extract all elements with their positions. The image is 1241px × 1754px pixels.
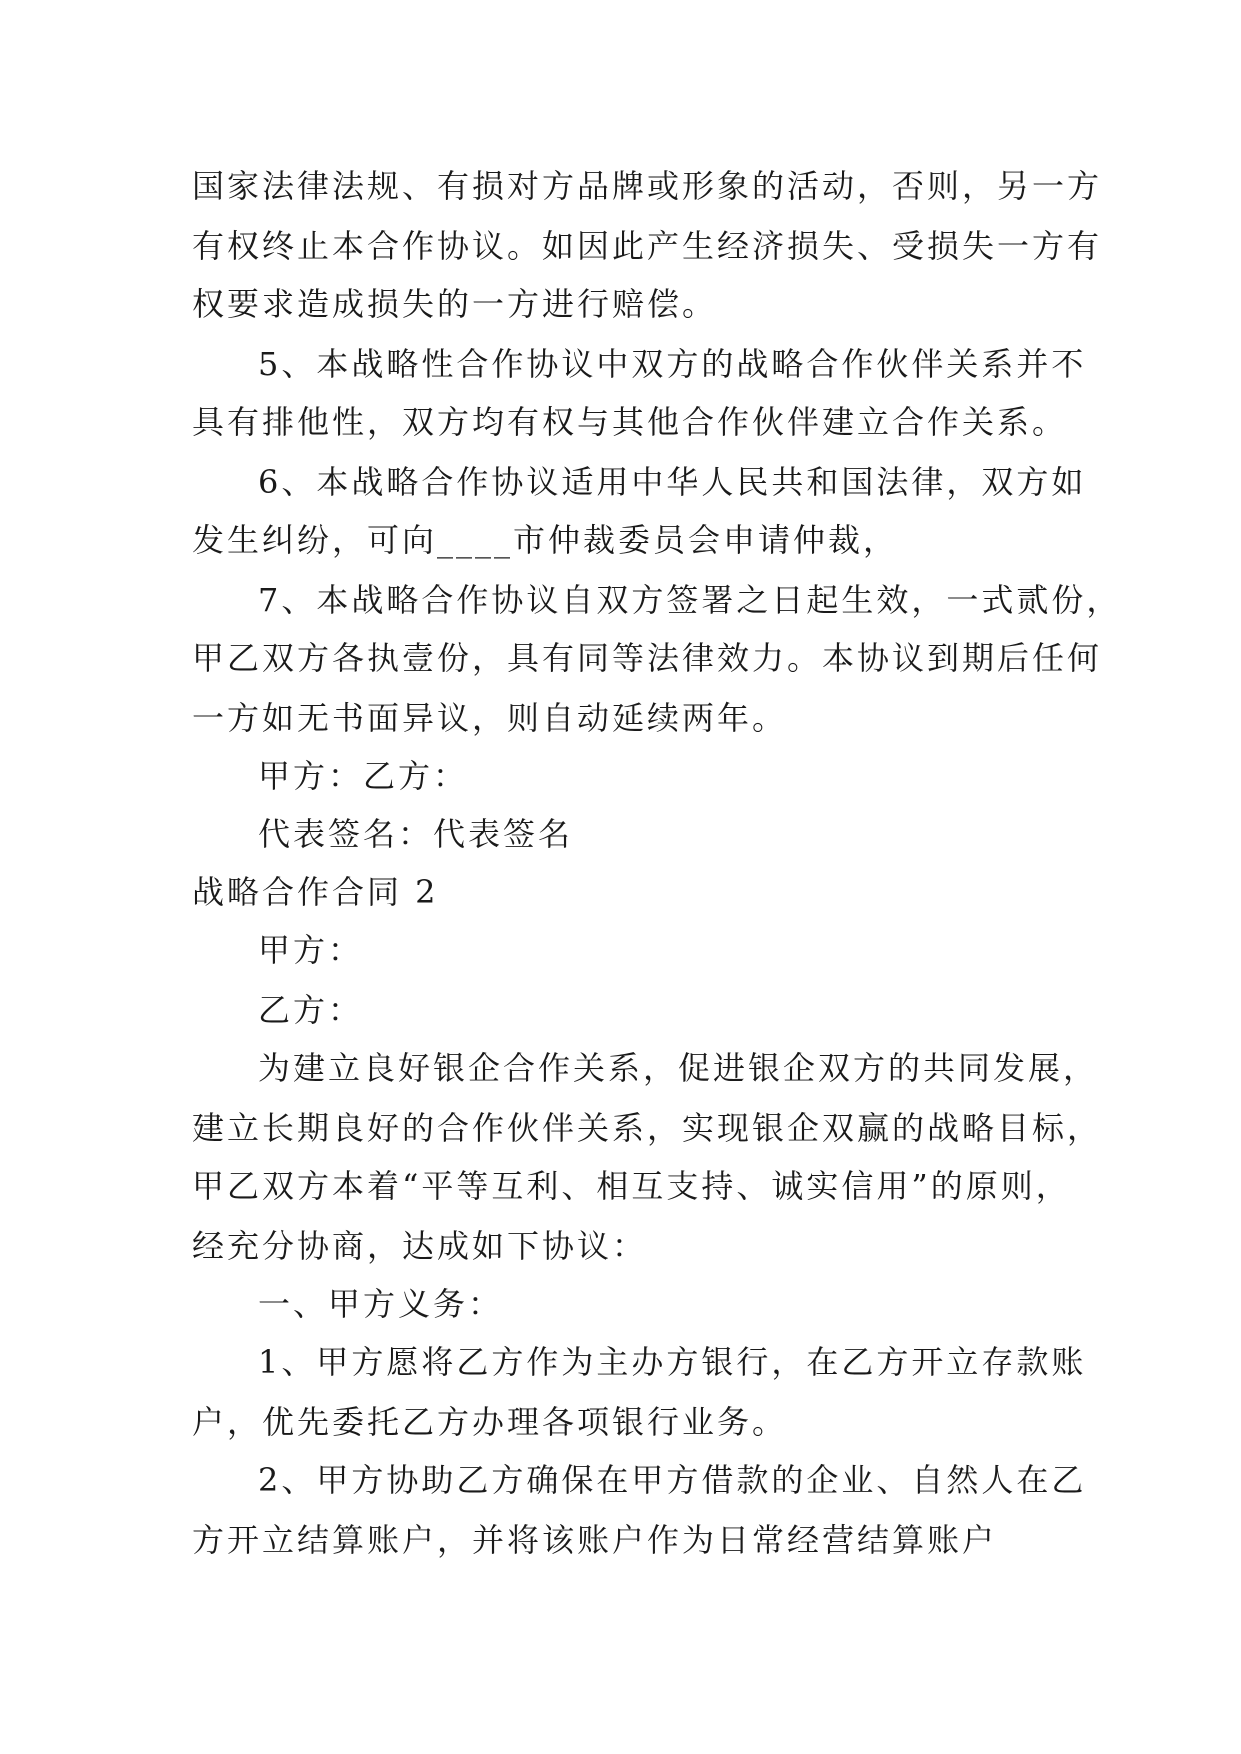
party-a-line: 甲方： (258, 931, 364, 969)
party-b-line: 乙方： (258, 991, 364, 1029)
clause-heading: 一、甲方义务： (258, 1285, 504, 1323)
signature-parties-line: 甲方：乙方： (258, 757, 469, 795)
text-line: 具有排他性，双方均有权与其他合作伙伴建立合作关系。 (192, 403, 1068, 441)
text-line: 为建立良好银企合作关系，促进银企双方的共同发展， (258, 1049, 1099, 1087)
text-line: 5、本战略性合作协议中双方的战略合作伙伴关系并不 (258, 345, 1087, 383)
text-line: 7、本战略合作协议自双方签署之日起生效，一式贰份， (258, 581, 1122, 619)
text-line: 权要求造成损失的一方进行赔偿。 (192, 285, 718, 323)
text-line: 建立长期良好的合作伙伴关系，实现银企双赢的战略目标， (192, 1109, 1103, 1147)
text-line: 甲乙双方各执壹份，具有同等法律效力。本协议到期后任何 (192, 639, 1103, 677)
text-line: 经充分协商，达成如下协议： (192, 1227, 648, 1265)
text-line: 6、本战略合作协议适用中华人民共和国法律，双方如 (258, 463, 1087, 501)
text-line: 有权终止本合作协议。如因此产生经济损失、受损失一方有 (192, 227, 1103, 265)
text-line: 国家法律法规、有损对方品牌或形象的活动，否则，另一方 (192, 167, 1103, 205)
text-line: 1、甲方愿将乙方作为主办方银行，在乙方开立存款账 (258, 1343, 1087, 1381)
text-line: 一方如无书面异议，则自动延续两年。 (192, 699, 788, 737)
text-line: 甲乙双方本着“平等互利、相互支持、诚实信用”的原则， (192, 1167, 1071, 1205)
text-line: 方开立结算账户，并将该账户作为日常经营结算账户 (192, 1521, 998, 1559)
text-line: 户，优先委托乙方办理各项银行业务。 (192, 1403, 788, 1441)
section-title: 战略合作合同 2 (192, 873, 439, 911)
text-line: 2、甲方协助乙方确保在甲方借款的企业、自然人在乙 (258, 1461, 1087, 1499)
signature-line: 代表签名：代表签名 (258, 815, 574, 853)
text-line: 发生纠纷，可向____市仲裁委员会申请仲裁， (192, 521, 899, 559)
